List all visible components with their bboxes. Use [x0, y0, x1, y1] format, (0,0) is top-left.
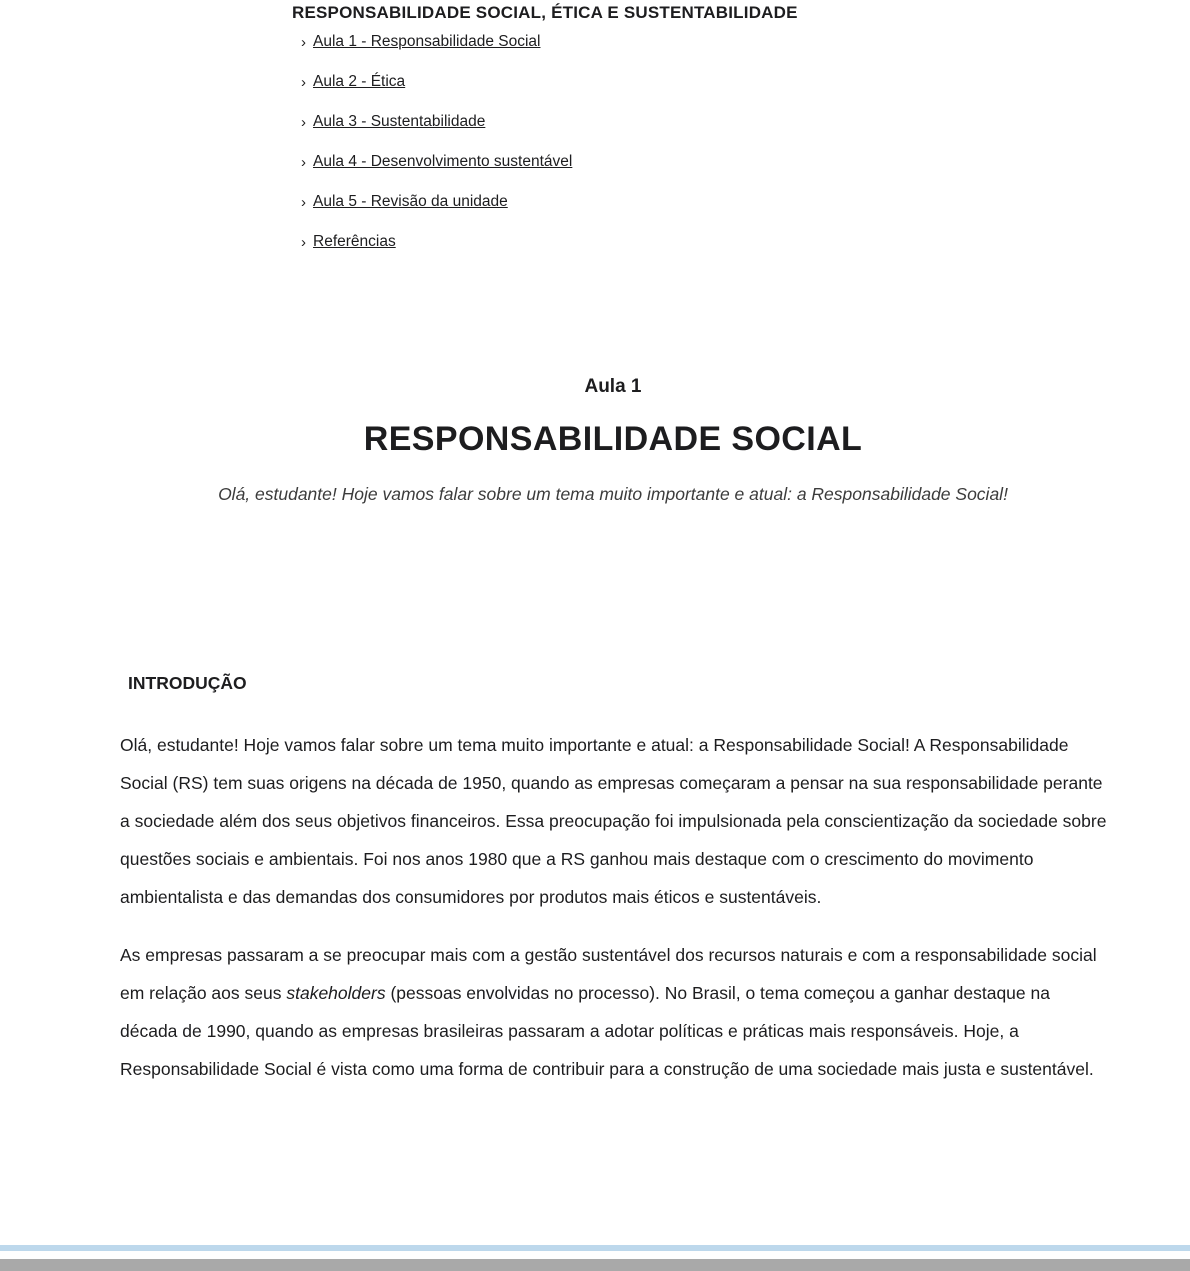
- chevron-right-icon: ›: [301, 33, 306, 51]
- paragraph-2-text-after: (pessoas envolvidas no processo). No Brasil, o tema começou a ganhar destaque na década de 1990, quando as empresas brasileiras passaram a adotar políticas e práticas mais responsáveis. Hoje, a Responsabilidade Social é vista como uma forma de contribuir para a construção de uma sociedade mais justa e sustentável.: [120, 983, 1094, 1079]
- lesson-subtitle: Olá, estudante! Hoje vamos falar sobre um tema muito importante e atual: a Responsabilidade Social!: [218, 484, 1008, 504]
- toc-link-aula-5[interactable]: Aula 5 - Revisão da unidade: [313, 193, 508, 210]
- toc-link-aula-2[interactable]: Aula 2 - Ética: [313, 73, 406, 90]
- chevron-right-icon: ›: [301, 73, 306, 91]
- footer-divider: [0, 1245, 1190, 1251]
- toc-item-aula-5[interactable]: [301, 182, 572, 222]
- toc-link-aula-4[interactable]: Aula 4 - Desenvolvimento sustentável: [313, 153, 573, 170]
- chevron-right-icon: ›: [301, 153, 306, 171]
- lesson-body: [120, 726, 1108, 1088]
- paragraph-2-text-before: As empresas passaram a se preocupar mais com a gestão sustentável dos recursos naturais e com a responsabilidade social em relação aos seus: [120, 945, 1097, 1003]
- chevron-right-icon: ›: [301, 193, 306, 211]
- toc-item-aula-2[interactable]: [301, 62, 572, 102]
- chevron-right-icon: ›: [301, 233, 306, 251]
- intro-paragraph-2: [120, 936, 1108, 1088]
- chevron-right-icon: ›: [301, 113, 306, 131]
- toc-item-aula-3[interactable]: [301, 102, 572, 142]
- toc-link-aula-3[interactable]: Aula 3 - Sustentabilidade: [313, 113, 486, 130]
- table-of-contents: [301, 22, 572, 262]
- toc-link-aula-1[interactable]: Aula 1 - Responsabilidade Social: [313, 33, 541, 50]
- toc-item-aula-1[interactable]: [301, 22, 572, 62]
- intro-paragraph-1: Olá, estudante! Hoje vamos falar sobre um tema muito importante e atual: a Responsabilidade Social! A Responsabilidade Social (RS) tem suas origens na década de 1950, quando as empresas começaram a pensar na sua responsabilidade perante a sociedade além dos seus objetivos financeiros. Essa preocupação foi impulsionada pela conscientização da sociedade sobre questões sociais e ambientais. Foi nos anos 1980 que a RS ganhou mais destaque com o crescimento do movimento ambientalista e das demandas dos consumidores por produtos mais éticos e sustentáveis.: [120, 735, 1107, 907]
- toc-item-referencias[interactable]: [301, 222, 572, 262]
- toc-link-referencias[interactable]: Referências: [313, 233, 396, 250]
- paragraph-2-italic-term: stakeholders: [286, 983, 386, 1003]
- toc-item-aula-4[interactable]: [301, 142, 572, 182]
- unit-title: RESPONSABILIDADE SOCIAL, ÉTICA E SUSTENTABILIDADE: [292, 3, 798, 22]
- lesson-title: RESPONSABILIDADE SOCIAL: [363, 420, 863, 458]
- lesson-label: Aula 1: [584, 376, 642, 397]
- section-heading-introducao: INTRODUÇÃO: [128, 673, 247, 693]
- horizontal-scrollbar[interactable]: [0, 1259, 1190, 1271]
